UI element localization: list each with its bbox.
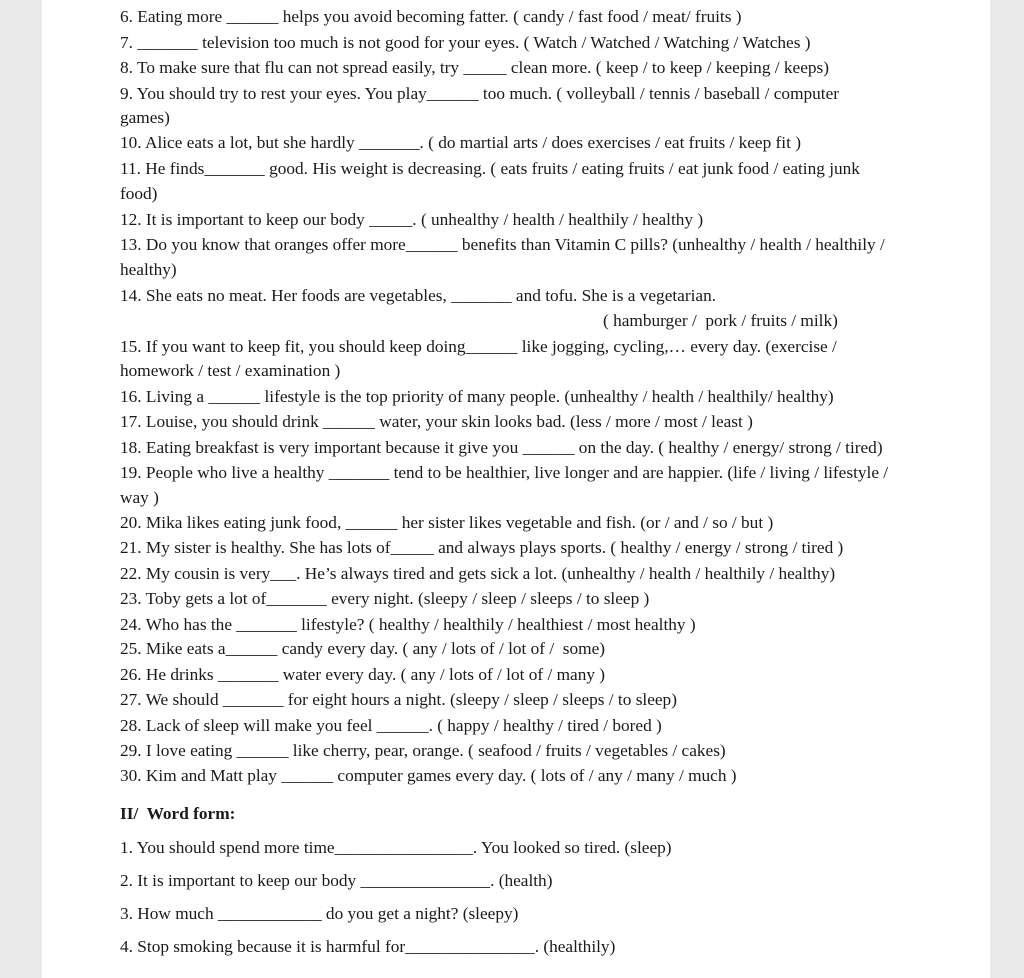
exercise-line: 12. It is important to keep our body _____. ( unhealthy / health / healthily / healthy ) (120, 210, 704, 229)
exercise-line: 17. Louise, you should drink ______ water, your skin looks bad. (less / more / most / least ) (120, 412, 753, 431)
word-form-line: 3. How much ____________ do you get a night? (sleepy) (120, 904, 519, 923)
exercise-line: 15. If you want to keep fit, you should keep doing______ like jogging, cycling,… every day. (exercise / (120, 337, 837, 356)
exercise-line: 20. Mika likes eating junk food, ______ her sister likes vegetable and fish. (or / and / so / but ) (120, 513, 774, 532)
word-form-line: 4. Stop smoking because it is harmful for_______________. (healthily) (120, 937, 616, 956)
exercise-line: 7. _______ television too much is not good for your eyes. ( Watch / Watched / Watching / Watches ) (120, 33, 811, 52)
exercise-line-continuation: healthy) (120, 260, 177, 279)
exercise-line: 22. My cousin is very___. He’s always tired and gets sick a lot. (unhealthy / health / healthily / healthy) (120, 564, 836, 583)
exercise-line: 29. I love eating ______ like cherry, pear, orange. ( seafood / fruits / vegetables / cakes) (120, 741, 726, 760)
exercise-line: 18. Eating breakfast is very important because it give you ______ on the day. ( healthy / energy/ strong / tired) (120, 438, 883, 457)
exercise-line: 13. Do you know that oranges offer more______ benefits than Vitamin C pills? (unhealthy / health / healthily / (120, 235, 885, 254)
section-heading: II/ Word form: (120, 804, 236, 823)
exercise-line: 27. We should _______ for eight hours a night. (sleepy / sleep / sleeps / to sleep) (120, 690, 677, 709)
exercise-line: 24. Who has the _______ lifestyle? ( healthy / healthily / healthiest / most healthy ) (120, 615, 696, 634)
exercise-line: 25. Mike eats a______ candy every day. ( any / lots of / lot of / some) (120, 639, 606, 658)
exercise-line: 8. To make sure that flu can not spread easily, try _____ clean more. ( keep / to keep / keeping / keeps) (120, 58, 830, 77)
worksheet-page (42, 0, 990, 978)
exercise-line-continuation: homework / test / examination ) (120, 361, 341, 380)
exercise-line: 23. Toby gets a lot of_______ every night. (sleepy / sleep / sleeps / to sleep ) (120, 589, 650, 608)
exercise-options: ( hamburger / pork / fruits / milk) (603, 311, 838, 330)
exercise-line-continuation: food) (120, 184, 158, 203)
exercise-line: 6. Eating more ______ helps you avoid becoming fatter. ( candy / fast food / meat/ fruits ) (120, 7, 742, 26)
exercise-line: 11. He finds_______ good. His weight is decreasing. ( eats fruits / eating fruits / eat junk food / eating junk (120, 159, 860, 178)
exercise-line: 9. You should try to rest your eyes. You play______ too much. ( volleyball / tennis / baseball / computer (120, 84, 840, 103)
exercise-line: 30. Kim and Matt play ______ computer games every day. ( lots of / any / many / much ) (120, 766, 737, 785)
exercise-line: 14. She eats no meat. Her foods are vegetables, _______ and tofu. She is a vegetarian. (120, 286, 717, 305)
exercise-line-continuation: way ) (120, 488, 159, 507)
exercise-line: 19. People who live a healthy _______ tend to be healthier, live longer and are happier. (life / living / lifestyle / (120, 463, 889, 482)
exercise-line: 16. Living a ______ lifestyle is the top priority of many people. (unhealthy / health / healthily/ healthy) (120, 387, 834, 406)
exercise-line: 28. Lack of sleep will make you feel ______. ( happy / healthy / tired / bored ) (120, 716, 662, 735)
exercise-line: 10. Alice eats a lot, but she hardly _______. ( do martial arts / does exercises / eat fruits / keep fit ) (120, 133, 801, 152)
exercise-line: 21. My sister is healthy. She has lots of_____ and always plays sports. ( healthy / energy / strong / tired ) (120, 538, 844, 557)
word-form-line: 2. It is important to keep our body _______________. (health) (120, 871, 553, 890)
word-form-line: 1. You should spend more time________________. You looked so tired. (sleep) (120, 838, 672, 857)
exercise-line: 26. He drinks _______ water every day. ( any / lots of / lot of / many ) (120, 665, 606, 684)
exercise-line-continuation: games) (120, 108, 170, 127)
